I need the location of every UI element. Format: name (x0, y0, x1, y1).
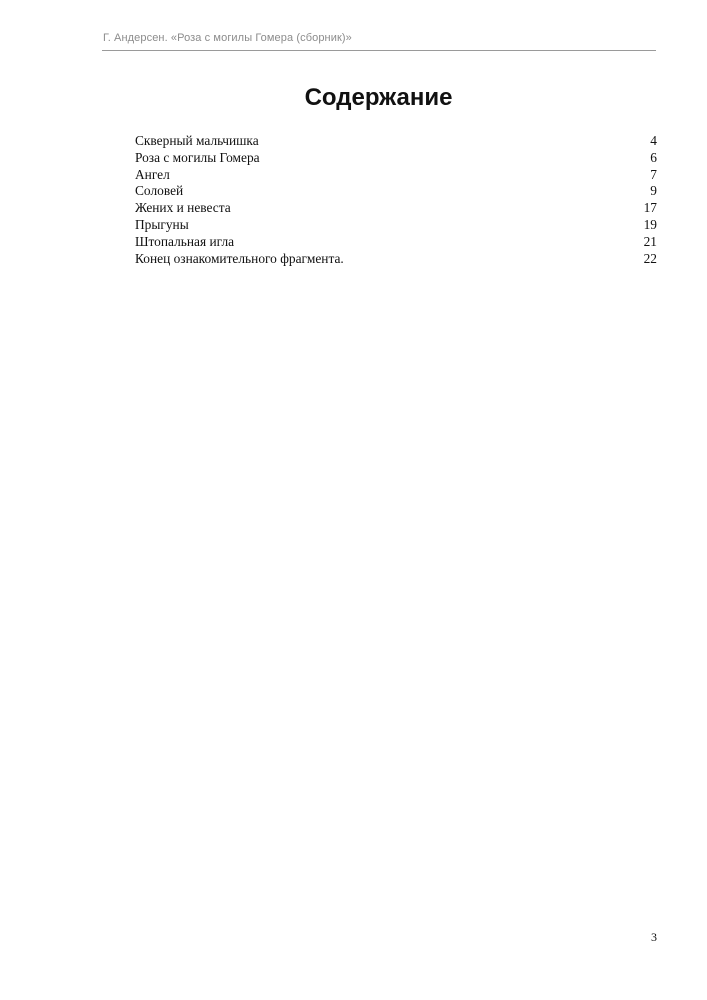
table-of-contents (135, 133, 657, 267)
toc-entry-title: Штопальная игла (135, 233, 235, 249)
toc-entry-page: 7 (650, 166, 657, 182)
toc-entry-page: 19 (643, 216, 657, 232)
toc-entry-page: 21 (643, 233, 657, 249)
toc-entry-page: 6 (650, 149, 657, 165)
toc-entry-page: 9 (650, 183, 657, 199)
running-header: Г. Андерсен. «Роза с могилы Гомера (сборник)» (103, 32, 352, 44)
toc-entry[interactable] (135, 133, 657, 150)
toc-entry[interactable] (135, 183, 657, 200)
toc-entry[interactable] (135, 150, 657, 167)
toc-entry-title: Роза с могилы Гомера (135, 149, 260, 165)
toc-entry-title: Скверный мальчишка (135, 133, 259, 148)
toc-entry-title: Жених и невеста (135, 200, 231, 216)
toc-entry-page: 4 (650, 133, 657, 148)
toc-entry-page: 22 (643, 250, 657, 266)
toc-title: Содержание (304, 84, 453, 111)
toc-entry[interactable] (135, 234, 657, 251)
toc-entry-title: Соловей (135, 183, 184, 199)
toc-entry[interactable] (135, 200, 657, 217)
toc-entry-page: 17 (643, 200, 657, 216)
toc-entry-title: Ангел (135, 166, 170, 182)
header-divider (102, 50, 656, 51)
toc-entry-title: Конец ознакомительного фрагмента. (135, 250, 344, 266)
toc-entry-title: Прыгуны (135, 216, 189, 232)
toc-entry[interactable] (135, 217, 657, 234)
toc-entry[interactable] (135, 167, 657, 184)
toc-entry[interactable] (135, 251, 657, 268)
page-number: 3 (651, 930, 657, 944)
